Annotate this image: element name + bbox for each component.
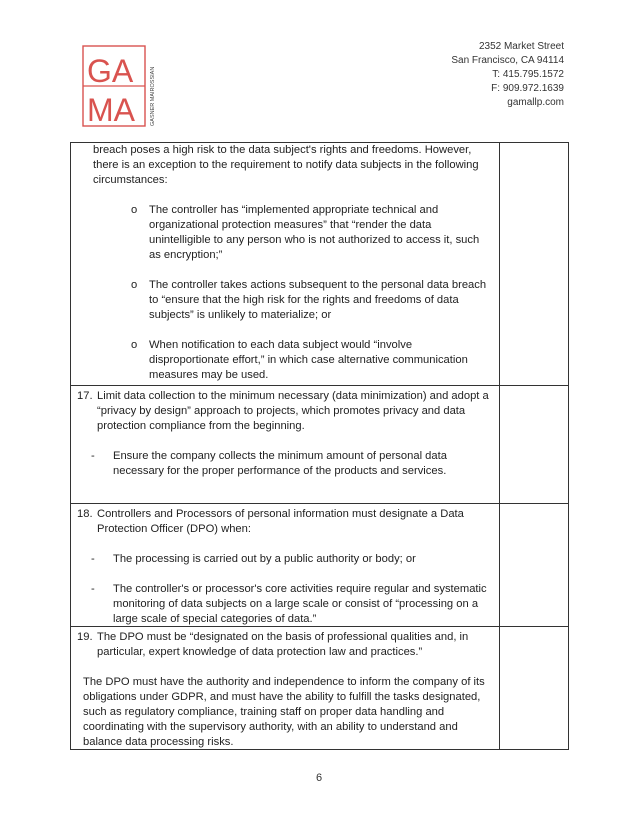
address-street: 2352 Market Street (478, 41, 564, 52)
dash-marker: - (91, 583, 95, 595)
address-city: San Francisco, CA 94114 (451, 55, 564, 66)
item-text: Limit data collection to the minimum necessary (data minimization) and adopt a “privacy by design” approach to projects, which promotes privacy and data protection compliance from the beginning. (97, 390, 489, 432)
bullet-marker: o (131, 204, 138, 216)
bullet-marker: o (131, 279, 138, 291)
item-paragraph: The DPO must have the authority and independence to inform the company of its obligations under GDPR, and must have the ability to fulfill the tasks designated, such as regulatory compliance, training staff on proper data handling and coordinating with the supervisory authority, with an ability to understand and balance data processing risks. (83, 676, 485, 748)
address-fax: F: 909.972.1639 (491, 83, 564, 94)
item-text: The DPO must be “designated on the basis of professional qualities and, in particular, expert knowledge of data protection law and practices.” (97, 631, 469, 658)
firm-address (451, 40, 564, 110)
page-number: 6 (315, 772, 323, 784)
list-item (85, 278, 493, 323)
row18-cell (71, 504, 499, 626)
logo-firm-name: GASNER MAIROSSIAN (150, 66, 156, 126)
dash-text: The controller's or processor's core activities require regular and systematic monitoring of data subjects on a large scale or consist of “processing on a large scale of special categories of data.” (113, 583, 487, 625)
row19-cell (71, 627, 499, 749)
item-number: 19. (77, 631, 93, 643)
dash-text: Ensure the company collects the minimum amount of personal data necessary for the proper performance of the products and services. (113, 450, 447, 477)
side-cell (500, 143, 569, 386)
side-cell (500, 386, 569, 504)
gama-logo-mark (80, 44, 180, 128)
table-row (71, 627, 569, 750)
item-number: 17. (77, 390, 93, 402)
compliance-table (70, 142, 569, 750)
item-number: 18. (77, 508, 93, 520)
logo-letters-top: GA (87, 53, 134, 89)
list-item (71, 449, 499, 479)
address-phone: T: 415.795.1572 (492, 69, 564, 80)
dash-text: The processing is carried out by a public authority or body; or (113, 553, 416, 565)
row1-intro: breach poses a high risk to the data subject's rights and freedoms. However, there is an exception to the requirement to notify data subjects in the following circumstances: (93, 144, 479, 186)
table-row (71, 386, 569, 504)
list-item (71, 582, 499, 627)
list-item (71, 552, 499, 567)
dash-marker: - (91, 450, 95, 462)
logo-letters-bottom: MA (87, 92, 135, 128)
dash-marker: - (91, 553, 95, 565)
company-logo (80, 44, 180, 128)
list-item (85, 338, 493, 383)
row17-cell (71, 386, 499, 503)
row1-cell (71, 143, 499, 385)
bullet-text: The controller takes actions subsequent to the personal data breach to “ensure that the high risk for the rights and freedoms of data subjects” is unlikely to materialize; or (149, 279, 487, 321)
address-website[interactable]: gamallp.com (507, 97, 564, 108)
item-text: Controllers and Processors of personal information must designate a Data Protection Officer (DPO) when: (97, 508, 464, 535)
bullet-marker: o (131, 339, 138, 351)
bullet-text: The controller has “implemented appropriate technical and organizational protection measures” that “render the data unintelligible to any person who is not authorized to access it, such as encryption;” (149, 204, 480, 261)
bullet-text: When notification to each data subject would “involve disproportionate effort,” in which case alternative communication measures may be used. (149, 339, 468, 381)
side-cell (500, 504, 569, 627)
side-cell (500, 627, 569, 750)
list-item (85, 203, 493, 263)
table-row (71, 143, 569, 386)
table-row (71, 504, 569, 627)
